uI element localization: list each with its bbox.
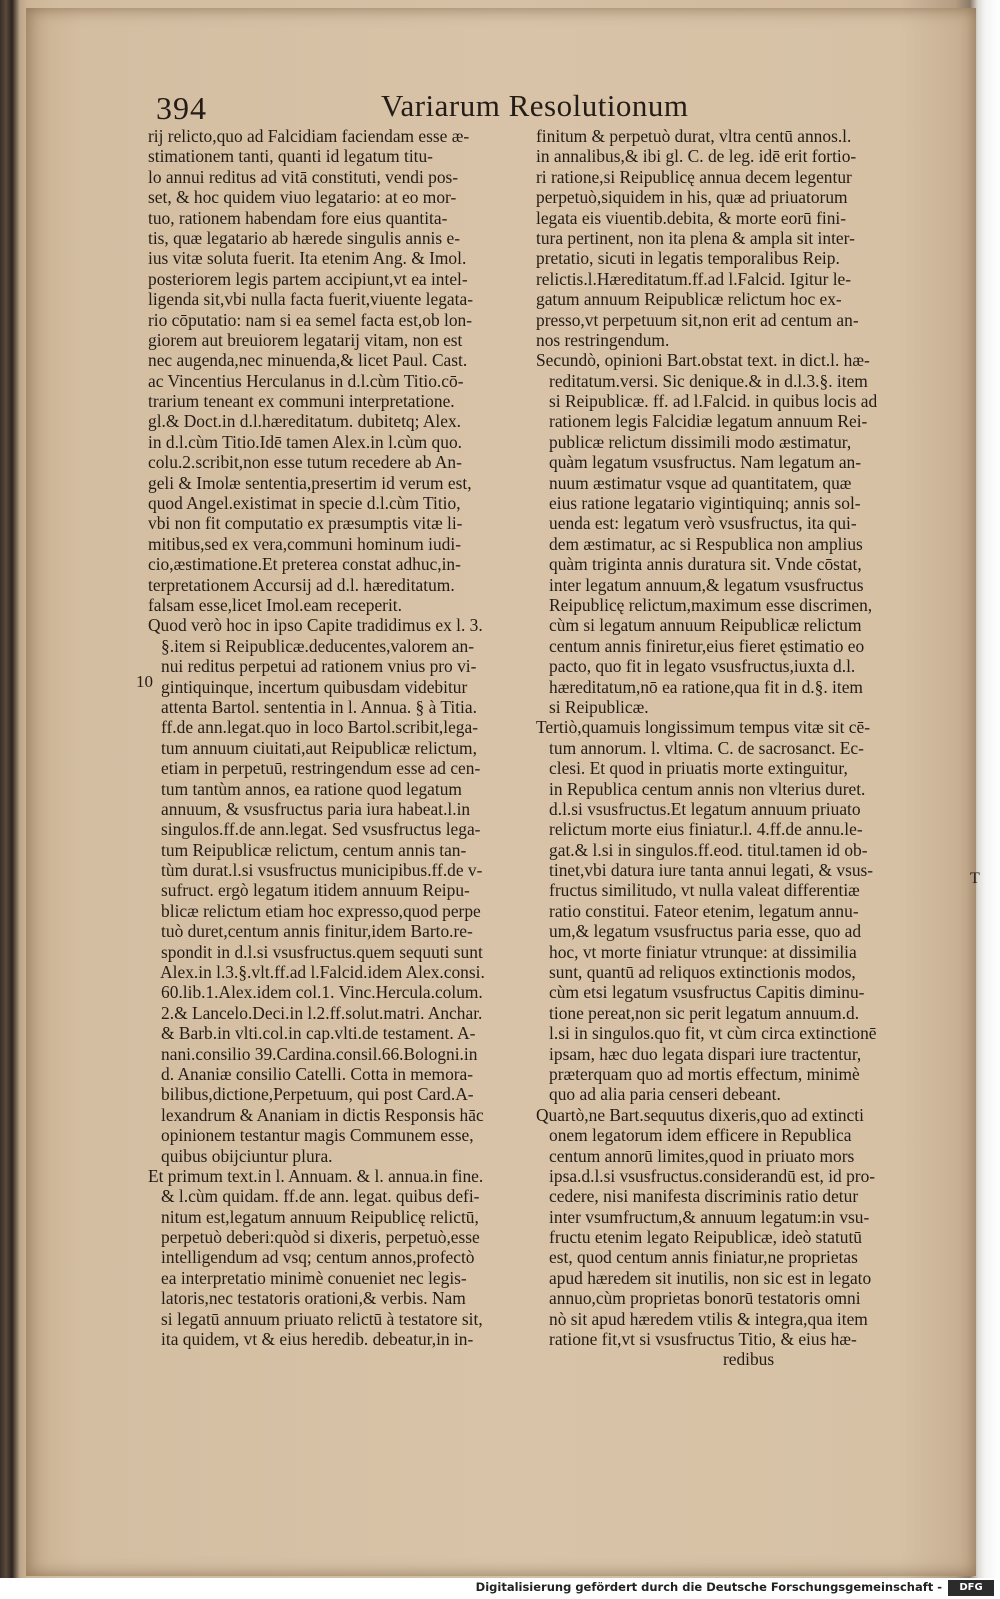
text-line: vbi non fit computatio ex præsumptis vitæ li- <box>148 513 463 534</box>
text-line: falsam esse,licet Imol.eam receperit. <box>148 594 402 615</box>
text-line: singulos.ff.de ann.legat. Sed vsusfructus lega- <box>148 819 481 840</box>
text-line: tum Reipublicæ relictum, centum annis tan- <box>148 839 467 860</box>
text-line: præterquam quo ad mortis effectum, minimè <box>536 1063 860 1084</box>
text-line: l.si in singulos.quo fit, vt cùm circa extinctionē <box>536 1023 877 1044</box>
text-line: gintiquinque, incertum quibusdam videbitur <box>148 676 468 697</box>
text-line: lo annui reditus ad vitā constituti, vendi pos- <box>148 166 459 187</box>
text-line: tis, quæ legatario ab hærede singulis annis e- <box>148 227 461 248</box>
text-line: in d.l.cùm Titio.Idē tamen Alex.in l.cùm quo. <box>148 431 462 452</box>
right-text-column <box>536 126 948 1370</box>
text-line: cio,æstimatione.Et preterea constat adhuc,in- <box>148 554 461 575</box>
text-line: cedere, nisi manifesta discriminis ratio detur <box>536 1186 859 1207</box>
text-line: relictum morte eius finiatur.l. 4.ff.de annu.le- <box>536 819 863 840</box>
text-line: tinet,vbi datura iure tanta annui legati, & vsus- <box>536 860 874 881</box>
text-line: ratio constitui. Fateor etenim, legatum annu- <box>536 900 859 921</box>
text-line: nec augenda,nec minuenda,& licet Paul. Cast. <box>148 350 468 371</box>
text-line: giorem aut breuiorem legatarij vitam, non est <box>148 329 463 350</box>
text-line: perpetuò,siquidem in his, quæ ad priuatorum <box>536 187 848 208</box>
running-head: Variarum Resolutionum <box>381 88 689 123</box>
text-line: lexandrum & Ananiam in dictis Responsis hāc <box>148 1104 484 1125</box>
text-line: annuum, & vsusfructus paria iura habeat.l.in <box>148 798 471 819</box>
text-line: set, & hoc quidem viuo legatario: at eo mor- <box>148 187 457 208</box>
text-line: Quod verò hoc in ipso Capite tradidimus ex l. 3. <box>148 615 483 636</box>
text-line: est, quod centum annis finiatur,ne proprietas <box>536 1247 858 1268</box>
text-line: tuo, rationem habendam fore eius quantita- <box>148 207 448 228</box>
text-line: eius ratione legatario vigintiquinq; annis sol- <box>536 493 861 514</box>
text-line: sunt, quantū ad reliquos extinctionis modos, <box>536 962 856 983</box>
text-line: pretatio, sicuti in legatis temporalibus Reip. <box>536 248 840 269</box>
text-line: d. Ananiæ consilio Catelli. Cotta in memora- <box>148 1063 474 1084</box>
text-line: legata eis viuentib.debita, & morte eorū fini- <box>536 207 847 228</box>
text-line: annuo,cùm proprietas bonorū testatoris omni <box>536 1288 861 1309</box>
text-line: blicæ relictum etiam hoc expresso,quod perpe <box>148 900 481 921</box>
paper-page <box>26 8 980 1576</box>
text-line: ratione fit,vt si vsusfructus Titio, & eius hæ- <box>536 1329 857 1350</box>
text-line: terpretationem Accursij ad d.l. hæreditatum. <box>148 574 455 595</box>
text-line: ligenda sit,vbi nulla facta fuerit,viuente legata- <box>148 289 473 310</box>
text-line: nò sit apud hæredem vtilis & integra,qua item <box>536 1308 868 1329</box>
text-line: ius vitæ soluta fuerit. Ita etenim Ang. & Imol. <box>148 248 467 269</box>
text-line: §.item si Reipublicæ.deducentes,valorem an- <box>148 635 474 656</box>
text-line: Alex.in l.3.§.vlt.ff.ad l.Falcid.idem Alex.consi. <box>148 962 485 983</box>
text-line: si Reipublicæ. <box>536 696 649 717</box>
text-line: in Republica centum annis non vlterius duret. <box>536 778 866 799</box>
text-line: reditatum.versi. Sic denique.& in d.l.3.§. item <box>536 370 868 391</box>
text-line: intelligendum ad vsq; centum annos,profectò <box>148 1247 475 1268</box>
text-line: tuò duret,centum annis finitur,idem Barto.re- <box>148 921 473 942</box>
text-line: rationem legis Falcidiæ legatum annuum Rei- <box>536 411 868 432</box>
text-line: cùm etsi legatum vsusfructus Capitis diminu- <box>536 982 865 1003</box>
text-line: nitum est,legatum annuum Reipublicę relictū, <box>148 1206 479 1227</box>
text-line: quod Angel.existimat in specie d.l.cùm Titio, <box>148 493 461 514</box>
text-line: nuum æstimatur vsque ad quantitatem, quæ <box>536 472 852 493</box>
text-line: nui reditus perpetui ad rationem vnius pro vi- <box>148 656 477 677</box>
footer-bar <box>0 1578 1000 1599</box>
text-line: uenda est: legatum verò vsusfructus, ita qui- <box>536 513 857 534</box>
text-line: & l.cùm quidam. ff.de ann. legat. quibus defi- <box>148 1186 480 1207</box>
text-line: gat.& l.si in singulos.ff.eod. titul.tamen id ob- <box>536 839 868 860</box>
text-line: quàm legatum vsusfructus. Nam legatum an- <box>536 452 862 473</box>
text-line: pacto, quo fit in legato vsusfructus,iuxta d.l. <box>536 656 856 677</box>
text-line: opinionem testantur magis Communem esse, <box>148 1125 474 1146</box>
text-line: centum annorū limites,quod in priuato mors <box>536 1145 855 1166</box>
text-line: gatum annuum Reipublicæ relictum hoc ex- <box>536 289 842 310</box>
text-line: fructu etenim legato Reipublicæ, ideò statutū <box>536 1227 862 1248</box>
text-line: tura pertinent, non ita plena & ampla sit inter- <box>536 227 855 248</box>
text-line: quàm triginta annis duratura sit. Vnde cōstat, <box>536 554 862 575</box>
text-line: clesi. Et quod in priuatis morte extinguitur, <box>536 758 848 779</box>
text-line: ita quidem, vt & eius heredib. debeatur,in in- <box>148 1329 474 1350</box>
text-line: finitum & perpetuò durat, vltra centū annos.l. <box>536 126 852 146</box>
text-line: tum annuum ciuitati,aut Reipublicæ relictum, <box>148 737 477 758</box>
text-line: centum annis finiretur,eius fieret ęstimatio eo <box>536 635 865 656</box>
text-line: d.l.si vsusfructus.Et legatum annuum priuato <box>536 798 861 819</box>
text-line: rio cōputatio: nam si ea semel facta est,ob lon- <box>148 309 473 330</box>
text-line: redibus <box>536 1349 775 1370</box>
text-line: ri ratione,si Reipublicę annua decem legentur <box>536 166 852 187</box>
dfg-logo: DFG <box>948 1580 994 1596</box>
text-line: tum annorum. l. vltima. C. de sacrosanct. Ec- <box>536 737 864 758</box>
text-line: inter legatum annuum,& legatum vsusfructus <box>536 574 864 595</box>
right-edge-marker: T <box>970 870 980 887</box>
page-number: 394 <box>156 90 207 126</box>
text-line: rij relicto,quo ad Falcidiam faciendam esse æ- <box>148 126 470 146</box>
text-line: trarium teneant ex communi interpretatione. <box>148 391 455 412</box>
text-line: Reipublicę relictum,maximum esse discrimen, <box>536 594 873 615</box>
text-line: dem æstimatur, ac si Respublica non amplius <box>536 533 863 554</box>
footer-credit-text: Digitalisierung gefördert durch die Deutsche Forschungsgemeinschaft - <box>475 1580 942 1594</box>
text-line: tione pereat,non sic perit legatum annuum.d. <box>536 1002 860 1023</box>
text-line: sufruct. ergò legatum itidem annuum Reipu- <box>148 880 470 901</box>
margin-note: 10 <box>136 672 153 691</box>
text-line: etiam in perpetuū, restringendum esse ad cen- <box>148 758 481 779</box>
text-line: gl.& Doct.in d.l.hæreditatum. dubitetq; Alex. <box>148 411 461 432</box>
text-line: bilibus,dictione,Perpetuum, qui post Card.A- <box>148 1084 474 1105</box>
text-line: ipsam, hæc duo legata dispari iure tractentur, <box>536 1043 862 1064</box>
text-line: fructus similitudo, vt nulla valeat differentiæ <box>536 880 860 901</box>
text-line: nani.consilio 39.Cardina.consil.66.Bologni.in <box>148 1043 478 1064</box>
text-line: um,& legatum vsusfructus paria esse, quo ad <box>536 921 862 942</box>
text-line: 2.& Lancelo.Deci.in l.2.ff.solut.matri. Anchar. <box>148 1002 483 1023</box>
text-line: Tertiò,quamuis longissimum tempus vitæ sit cē- <box>536 717 871 738</box>
text-line: relictis.l.Hæreditatum.ff.ad l.Falcid. Igitur le- <box>536 268 852 289</box>
text-line: colu.2.scribit,non esse tutum recedere ab An- <box>148 452 462 473</box>
text-line: latoris,nec testatoris orationi,& verbis. Nam <box>148 1288 466 1309</box>
text-line: spondit in d.l.si vsusfructus.quem sequuti sunt <box>148 941 483 962</box>
text-line: Quartò,ne Bart.sequutus dixeris,quo ad extincti <box>536 1104 864 1125</box>
text-line: tùm durat.l.si vsusfructus municipibus.ff.de v- <box>148 860 483 881</box>
text-line: apud hæredem sit inutilis, non sic est in legato <box>536 1267 872 1288</box>
text-line: hæreditatum,nō ea ratione,qua fit in d.§. item <box>536 676 863 697</box>
text-line: nos restringendum. <box>536 329 670 350</box>
text-line: posteriorem legis partem accipiunt,vt ea intel- <box>148 268 468 289</box>
text-line: onem legatorum idem efficere in Republica <box>536 1125 852 1146</box>
text-line: Et primum text.in l. Annuam. & l. annua.in fine. <box>148 1165 484 1186</box>
left-text-column <box>148 126 548 1349</box>
text-line: & Barb.in vlti.col.in cap.vlti.de testament. A- <box>148 1023 476 1044</box>
text-line: cùm si legatum annuum Reipublicæ relictum <box>536 615 862 636</box>
text-line: stimationem tanti, quanti id legatum titu- <box>148 146 433 167</box>
text-line: si Reipublicæ. ff. ad l.Falcid. in quibus locis ad <box>536 391 878 412</box>
text-line: 60.lib.1.Alex.idem col.1. Vinc.Hercula.colum. <box>148 982 483 1003</box>
text-line: inter vsumfructum,& annuum legatum:in vsu- <box>536 1206 870 1227</box>
text-line: attenta Bartol. sententia in l. Annua. § à Titia. <box>148 696 477 717</box>
text-line: geli & Imolæ sententia,presertim id verum est, <box>148 472 472 493</box>
text-line: quibus obijciuntur plura. <box>148 1145 333 1166</box>
text-line: ipsa.d.l.si vsusfructus.considerandū est, id pro- <box>536 1165 876 1186</box>
text-line: mitibus,sed ex vera,communi hominum iudi- <box>148 533 461 554</box>
text-line: ea interpretatio minimè conueniet nec legis- <box>148 1267 467 1288</box>
text-line: hoc, vt morte finiatur vtrunque: at dissimilia <box>536 941 857 962</box>
text-line: Secundò, opinioni Bart.obstat text. in dict.l. hæ- <box>536 350 870 371</box>
text-line: ff.de ann.legat.quo in loco Bartol.scribit,lega- <box>148 717 479 738</box>
text-line: ac Vincentius Herculanus in d.l.cùm Titio.cō- <box>148 370 464 391</box>
text-line: si legatū annuum priuato relictū à testatore sit, <box>148 1308 483 1329</box>
text-line: quo ad alia paria censeri debeant. <box>536 1084 781 1105</box>
text-line: perpetuò deberi:quòd si dixeris, perpetuò,esse <box>148 1227 480 1248</box>
text-line: publicæ relictum dissimili modo æstimatur, <box>536 431 852 452</box>
text-line: tum tantùm annos, ea ratione quod legatum <box>148 778 462 799</box>
text-line: presso,vt perpetuum sit,non erit ad centum an- <box>536 309 859 330</box>
text-line: in annalibus,& ibi gl. C. de leg. idē erit fortio- <box>536 146 857 167</box>
